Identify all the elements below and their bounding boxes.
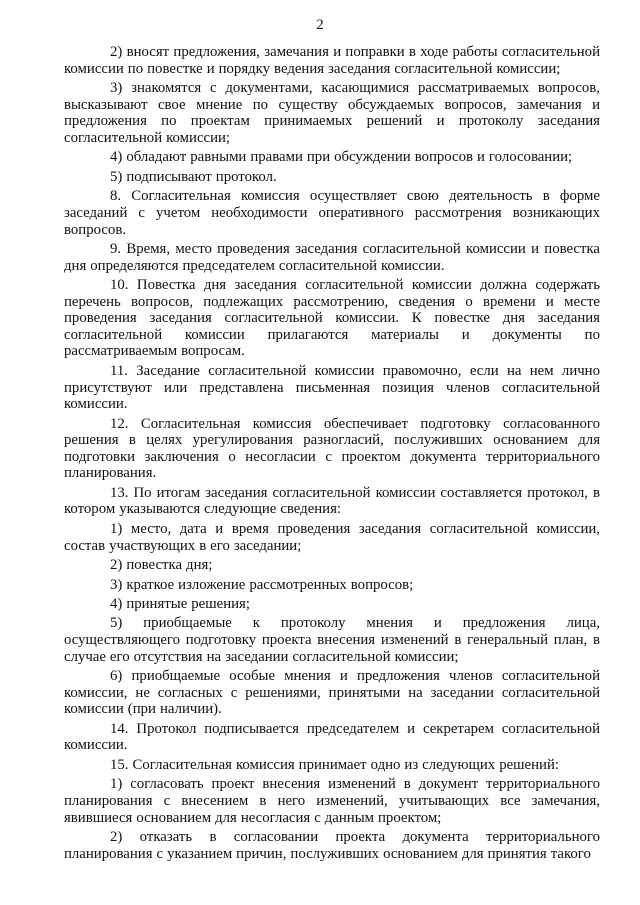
paragraph: 9. Время, место проведения заседания согласительной комиссии и повестка дня определяются председателем согласительной комиссии. [64,240,600,274]
paragraph: 5) подписывают протокол. [110,168,277,185]
paragraph: 1) согласовать проект внесения изменений в документ территориального планирования с внесением в него изменений, учитывающих все замечания, явившиеся основанием для несогласия с данным проектом; [64,776,600,826]
paragraph: 12. Согласительная комиссия обеспечивает подготовку согласованного решения в целях урегулирования разногласий, послуживших основанием для подготовки заключения о несогласии с проектом документа территориального планирования. [64,415,600,482]
paragraph: 14. Протокол подписывается председателем и секретарем согласительной комиссии. [64,720,600,754]
paragraph: 6) приобщаемые особые мнения и предложения членов согласительной комиссии, не согласных с решениями, принятыми на заседании согласительной комиссии (при наличии). [64,668,600,718]
paragraph: 15. Согласительная комиссия принимает одно из следующих решений: [110,756,559,773]
document-body [64,44,600,865]
page-number: 2 [316,17,324,33]
paragraph: 8. Согласительная комиссия осуществляет свою деятельность в форме заседаний с учетом необходимости оперативного рассмотрения возникающих вопросов. [64,188,600,238]
paragraph: 2) повестка дня; [110,557,213,574]
paragraph: 10. Повестка дня заседания согласительной комиссии должна содержать перечень вопросов, подлежащих рассмотрению, сведения о времени и месте проведения заседания согласительной комиссии. К повестке дня заседания согласительной комиссии прилагаются материалы и документы по рассматриваемым вопросам. [64,277,600,360]
paragraph: 13. По итогам заседания согласительной комиссии составляется протокол, в котором указываются следующие сведения: [64,484,600,518]
paragraph: 3) краткое изложение рассмотренных вопросов; [110,576,414,593]
paragraph: 3) знакомятся с документами, касающимися рассматриваемых вопросов, высказывают свое мнение по существу обсуждаемых вопросов, замечания и предложения по проектам принимаемых решений и протоколу заседания согласительной комиссии; [64,80,600,146]
paragraph: 11. Заседание согласительной комиссии правомочно, если на нем лично присутствуют или представлена письменная позиция членов согласительной комиссии. [64,362,600,413]
paragraph: 5) приобщаемые к протоколу мнения и предложения лица, осуществляющего подготовку проекта внесения изменений в генеральный план, в случае его отсутствия на заседании согласительной комиссии; [64,615,600,665]
paragraph: 2) отказать в согласовании проекта документа территориального планирования с указанием причин, послуживших основанием для принятия такого [64,829,600,862]
paragraph: 2) вносят предложения, замечания и поправки в ходе работы согласительной комиссии по повестке и порядку ведения заседания согласительной комиссии; [64,44,600,77]
paragraph: 1) место, дата и время проведения заседания согласительной комиссии, состав участвующих в его заседании; [64,520,600,554]
paragraph: 4) обладают равными правами при обсуждении вопросов и голосовании; [110,149,573,166]
paragraph: 4) принятые решения; [110,595,250,612]
